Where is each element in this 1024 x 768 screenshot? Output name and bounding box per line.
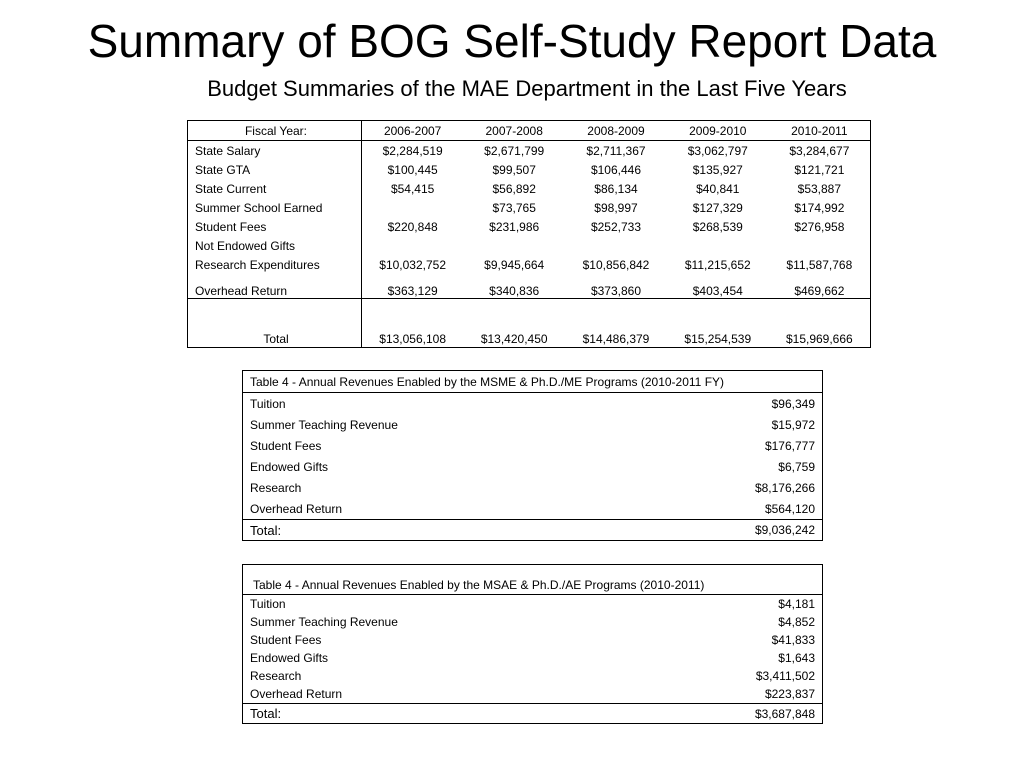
revenue-row (243, 477, 823, 498)
revenue-total-label: Total: (243, 520, 683, 541)
row-label: State GTA (188, 160, 362, 179)
table-caption: Table 4 - Annual Revenues Enabled by the MSAE & Ph.D./AE Programs (2010-2011) (243, 565, 823, 595)
budget-cell: $174,992 (794, 200, 845, 215)
revenue-amount: $8,176,266 (754, 480, 815, 495)
revenue-row (243, 435, 823, 456)
revenue-amount: $223,837 (764, 687, 815, 701)
row-label: Student Fees (188, 217, 362, 236)
revenue-total-amount: $3,687,848 (683, 704, 823, 724)
slide-title: Summary of BOG Self-Study Report Data (87, 15, 937, 67)
revenue-label: Tuition (250, 396, 286, 411)
budget-cell: $3,062,797 (687, 143, 748, 158)
budget-row (188, 141, 871, 161)
revenue-amount: $176,777 (764, 438, 815, 453)
budget-cell: $100,445 (387, 162, 438, 177)
revenue-row (243, 631, 823, 649)
revenue-label: Student Fees (250, 438, 322, 453)
budget-row (188, 160, 871, 179)
msme-revenue-table (242, 370, 823, 541)
budget-cell (463, 236, 565, 255)
budget-cell: $106,446 (590, 162, 642, 177)
table-caption: Table 4 - Annual Revenues Enabled by the MSME & Ph.D./ME Programs (2010-2011 FY) (243, 371, 823, 393)
revenue-label: Endowed Gifts (250, 459, 329, 474)
budget-cell: $2,671,799 (484, 143, 545, 158)
budget-cell (362, 198, 464, 217)
budget-cell: $268,539 (692, 219, 743, 234)
table-caption-row (243, 565, 823, 595)
revenue-label: Summer Teaching Revenue (250, 417, 398, 432)
budget-cell: $54,415 (390, 181, 435, 196)
year-header: 2007-2008 (463, 121, 565, 141)
budget-cell: $2,284,519 (382, 143, 443, 158)
revenue-row (243, 456, 823, 477)
budget-cell: $252,733 (590, 219, 642, 234)
budget-header-row (188, 121, 871, 141)
budget-cell: $86,134 (594, 181, 638, 196)
row-label: Research Expenditures (188, 255, 362, 274)
row-label: State Current (188, 179, 362, 198)
budget-cell: $231,986 (489, 219, 540, 234)
budget-cell: $98,997 (594, 200, 638, 215)
budget-cell (565, 236, 667, 255)
revenue-label: Overhead Return (250, 501, 343, 516)
budget-row (188, 179, 871, 198)
revenue-total-row (243, 704, 823, 724)
budget-cell: $121,721 (794, 162, 845, 177)
budget-cell: $11,215,652 (684, 257, 751, 272)
budget-cell (667, 236, 769, 255)
budget-cell: $40,841 (696, 181, 740, 196)
total-label: Total (188, 299, 362, 348)
budget-cell: $11,587,768 (786, 257, 853, 272)
row-label: Not Endowed Gifts (188, 236, 362, 255)
budget-cell: $469,662 (794, 284, 845, 298)
revenue-amount: $3,411,502 (755, 669, 815, 683)
year-header: 2010-2011 (769, 121, 871, 141)
revenue-row (243, 498, 823, 520)
revenue-amount: $1,643 (778, 651, 815, 665)
revenue-total-amount: $9,036,242 (683, 520, 823, 541)
slide-subtitle: Budget Summaries of the MAE Department in the Last Five Years (207, 76, 847, 101)
revenue-total-label: Total: (243, 704, 683, 724)
budget-cell: $3,284,677 (789, 143, 850, 158)
total-cell: $15,969,666 (769, 299, 871, 348)
revenue-amount: $96,349 (771, 396, 815, 411)
revenue-amount: $41,833 (771, 633, 815, 647)
budget-cell: $340,836 (489, 284, 540, 298)
budget-cell: $56,892 (492, 181, 536, 196)
total-cell: $13,420,450 (463, 299, 565, 348)
revenue-label: Research (250, 669, 302, 683)
year-header: 2009-2010 (667, 121, 769, 141)
year-header: 2006-2007 (362, 121, 464, 141)
table-caption-row (243, 371, 823, 393)
budget-cell: $127,329 (692, 200, 743, 215)
row-label: Summer School Earned (188, 198, 362, 217)
revenue-label: Summer Teaching Revenue (250, 615, 398, 629)
budget-cell: $2,711,367 (586, 143, 646, 158)
fiscal-year-label: Fiscal Year: (188, 121, 362, 141)
budget-row (188, 236, 871, 255)
total-cell: $13,056,108 (362, 299, 464, 348)
budget-row (188, 274, 871, 299)
row-label: Overhead Return (188, 274, 362, 299)
revenue-row (243, 595, 823, 614)
budget-cell (769, 236, 871, 255)
revenue-amount: $564,120 (764, 501, 815, 516)
budget-cell: $403,454 (692, 284, 743, 298)
budget-cell: $99,507 (492, 162, 536, 177)
revenue-label: Overhead Return (250, 687, 343, 701)
total-cell: $15,254,539 (667, 299, 769, 348)
row-label: State Salary (188, 141, 362, 161)
budget-row (188, 217, 871, 236)
budget-cell: $220,848 (387, 219, 438, 234)
budget-cell: $10,032,752 (379, 257, 447, 272)
budget-row (188, 255, 871, 274)
budget-summary-table (187, 120, 871, 348)
budget-cell: $53,887 (797, 181, 842, 196)
budget-cell (362, 236, 464, 255)
budget-cell: $363,129 (387, 284, 438, 298)
budget-total-row (188, 299, 871, 348)
budget-cell: $73,765 (492, 200, 536, 215)
revenue-row (243, 649, 823, 667)
msae-revenue-table (242, 564, 823, 724)
revenue-amount: $6,759 (778, 459, 815, 474)
budget-cell: $373,860 (590, 284, 642, 298)
revenue-amount: $4,852 (778, 615, 815, 629)
budget-cell: $10,856,842 (582, 257, 650, 272)
revenue-row (243, 667, 823, 685)
revenue-label: Research (250, 480, 302, 495)
revenue-label: Tuition (250, 597, 286, 611)
total-cell: $14,486,379 (565, 299, 667, 348)
budget-cell: $9,945,664 (484, 257, 545, 272)
revenue-label: Student Fees (250, 633, 322, 647)
revenue-amount: $4,181 (778, 597, 815, 611)
revenue-row (243, 393, 823, 415)
revenue-total-row (243, 520, 823, 541)
revenue-amount: $15,972 (771, 417, 815, 432)
budget-cell: $276,958 (794, 219, 845, 234)
budget-cell: $135,927 (692, 162, 743, 177)
revenue-row (243, 613, 823, 631)
revenue-row (243, 685, 823, 704)
budget-row (188, 198, 871, 217)
year-header: 2008-2009 (565, 121, 667, 141)
revenue-label: Endowed Gifts (250, 651, 329, 665)
revenue-row (243, 414, 823, 435)
